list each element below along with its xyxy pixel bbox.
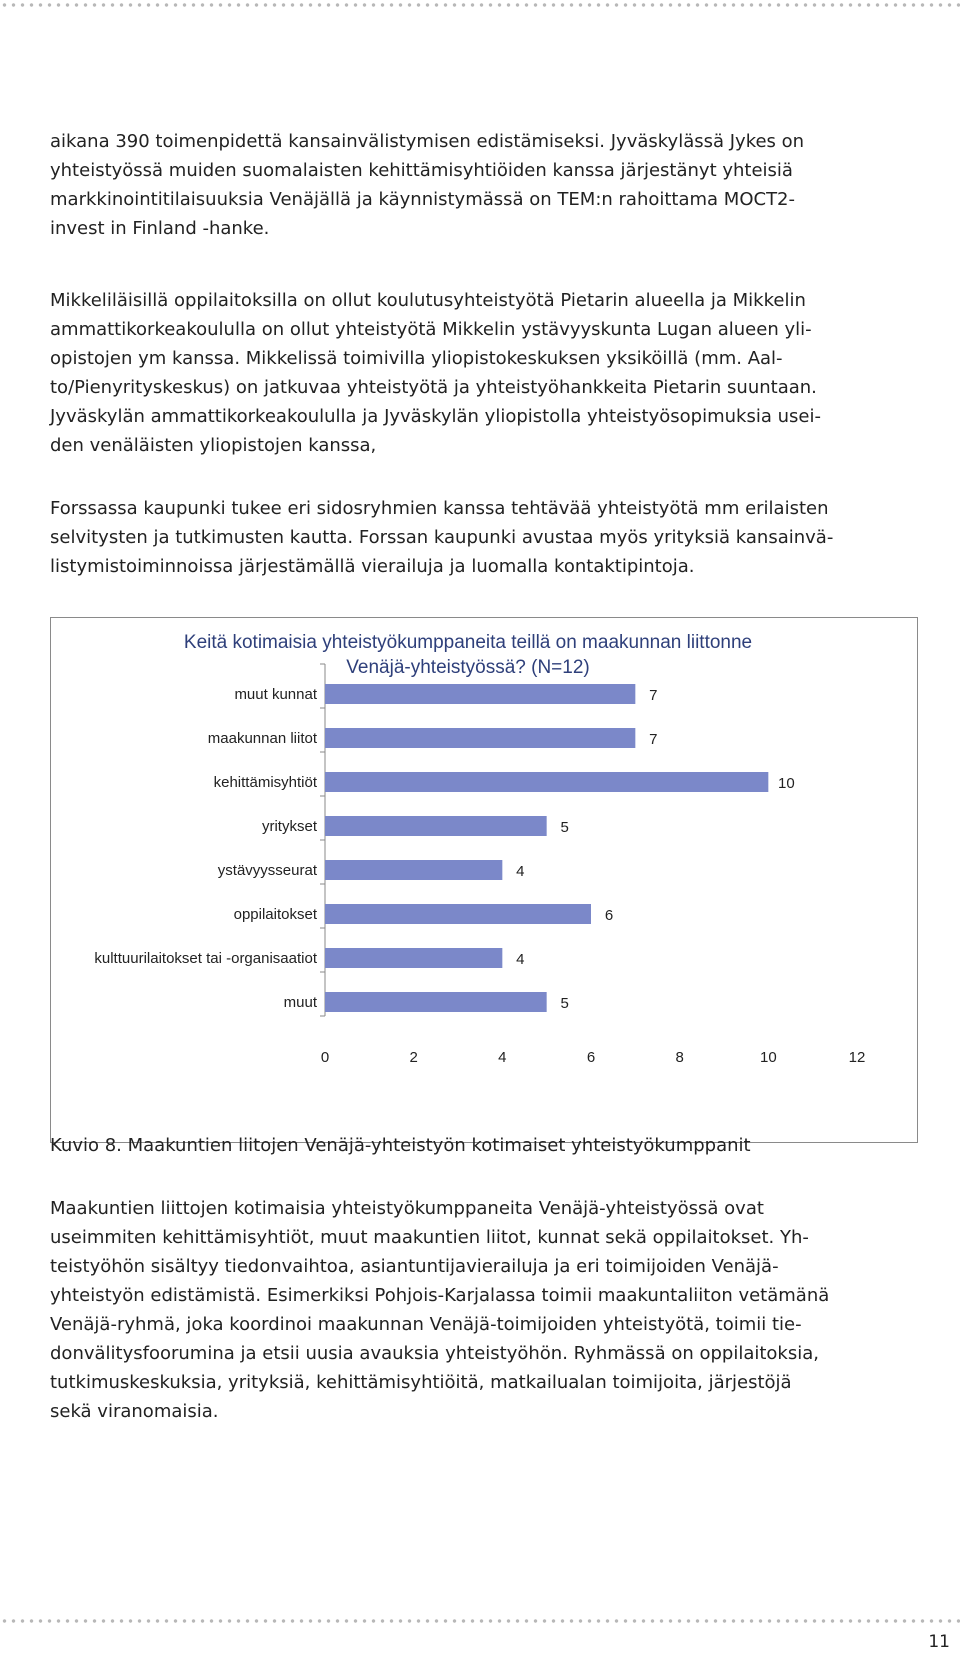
bar — [325, 904, 591, 924]
bar-chart — [51, 618, 917, 1142]
x-tick-label: 12 — [848, 1049, 866, 1066]
category-label: kehittämisyhtiöt — [213, 774, 317, 791]
paragraph-line: listymistoiminnoissa järjestämällä vierailuja ja luomalla kontaktipintoja. — [50, 556, 695, 577]
page-number: 11 — [928, 1632, 950, 1652]
x-tick-label: 10 — [759, 1049, 777, 1066]
category-label: muut kunnat — [234, 686, 317, 703]
paragraph-line: teistyöhön sisältyy tiedonvaihtoa, asiantuntijavierailuja ja eri toimijoiden Venäjä- — [50, 1256, 779, 1277]
data-label: 7 — [649, 687, 658, 704]
paragraph-line: ammattikorkeakoululla on ollut yhteistyötä Mikkelin ystävyyskunta Lugan alueen yli- — [50, 319, 812, 340]
bar — [325, 816, 547, 836]
x-tick-label: 4 — [498, 1049, 507, 1066]
bar — [325, 860, 502, 880]
paragraph-line: donvälitysfoorumina ja etsii uusia avauksia yhteistyöhön. Ryhmässä on oppilaitoksia, — [50, 1343, 819, 1364]
paragraph-line: Maakuntien liittojen kotimaisia yhteistyökumppaneita Venäjä-yhteistyössä ovat — [50, 1198, 764, 1219]
category-label: kulttuurilaitokset tai -organisaatiot — [94, 950, 317, 967]
x-tick-label: 6 — [586, 1049, 596, 1066]
data-label: 10 — [777, 775, 795, 792]
paragraph-1 — [50, 127, 920, 243]
paragraph-line: tutkimuskeskuksia, yrityksiä, kehittämisyhtiöitä, matkailualan toimijoita, järjestöjä — [50, 1372, 792, 1393]
data-label: 6 — [604, 907, 614, 924]
paragraph-line: yhteistyössä muiden suomalaisten kehittämisyhtiöiden kanssa järjestänyt yhteisiä — [50, 160, 793, 181]
data-label: 7 — [649, 731, 658, 748]
bottom-dotted-rule — [0, 1618, 960, 1624]
data-label: 4 — [516, 951, 525, 968]
data-label: 5 — [560, 995, 569, 1012]
bar — [325, 684, 635, 704]
x-tick-label: 0 — [320, 1049, 330, 1066]
paragraph-line: selvitysten ja tutkimusten kautta. Forssan kaupunki avustaa myös yrityksiä kansainvä- — [50, 527, 834, 548]
paragraph-line: Jyväskylän ammattikorkeakoululla ja Jyväskylän yliopistolla yhteistyösopimuksia usei- — [50, 406, 821, 427]
bar — [325, 772, 768, 792]
paragraph-line: useimmiten kehittämisyhtiöt, muut maakuntien liitot, kunnat sekä oppilaitokset. Yh- — [50, 1227, 809, 1248]
category-label: maakunnan liitot — [207, 730, 317, 747]
paragraph-2 — [50, 286, 920, 460]
paragraph-line: opistojen ym kanssa. Mikkelissä toimivilla yliopistokeskuksen yksiköillä (mm. Aal- — [50, 348, 783, 369]
paragraph-4 — [50, 1194, 920, 1426]
category-label: oppilaitokset — [233, 906, 317, 923]
paragraph-line: markkinointitilaisuuksia Venäjällä ja käynnistymässä on TEM:n rahoittama MOCT2- — [50, 189, 796, 210]
category-label: ystävyysseurat — [217, 862, 317, 879]
paragraph-line: den venäläisten yliopistojen kanssa, — [50, 435, 377, 456]
top-dotted-rule — [0, 2, 960, 8]
paragraph-line: invest in Finland -hanke. — [50, 218, 270, 239]
x-tick-label: 2 — [409, 1049, 418, 1066]
bar — [325, 992, 547, 1012]
x-tick-label: 8 — [675, 1049, 684, 1066]
paragraph-3 — [50, 494, 920, 581]
paragraph-line: to/Pienyrityskeskus) on jatkuvaa yhteistyötä ja yhteistyöhankkeita Pietarin suuntaan. — [50, 377, 817, 398]
bar — [325, 728, 635, 748]
data-label: 5 — [560, 819, 569, 836]
chart-frame — [50, 617, 918, 1143]
category-label: yritykset — [261, 818, 317, 835]
paragraph-line: yhteistyön edistämistä. Esimerkiksi Pohjois-Karjalassa toimii maakuntaliiton vetämänä — [50, 1285, 830, 1306]
paragraph-line: Forssassa kaupunki tukee eri sidosryhmien kanssa tehtävää yhteistyötä mm erilaisten — [50, 498, 829, 519]
paragraph-line: Mikkeliläisillä oppilaitoksilla on ollut koulutusyhteistyötä Pietarin alueella ja Mikkelin — [50, 290, 806, 311]
paragraph-line: sekä viranomaisia. — [50, 1401, 219, 1422]
category-label: muut — [283, 994, 317, 1011]
data-label: 4 — [516, 863, 525, 880]
chart-title: Venäjä-yhteistyössä? (N=12) — [346, 657, 590, 678]
chart-title: Keitä kotimaisia yhteistyökumppaneita teillä on maakunnan liittonne — [183, 632, 753, 653]
figure-caption: Kuvio 8. Maakuntien liitojen Venäjä-yhteistyön kotimaiset yhteistyökumppanit — [50, 1135, 751, 1156]
paragraph-line: Venäjä-ryhmä, joka koordinoi maakunnan Venäjä-toimijoiden yhteistyötä, toimii tie- — [50, 1314, 802, 1335]
paragraph-line: aikana 390 toimenpidettä kansainvälistymisen edistämiseksi. Jyväskylässä Jykes on — [50, 131, 805, 152]
bar — [325, 948, 502, 968]
